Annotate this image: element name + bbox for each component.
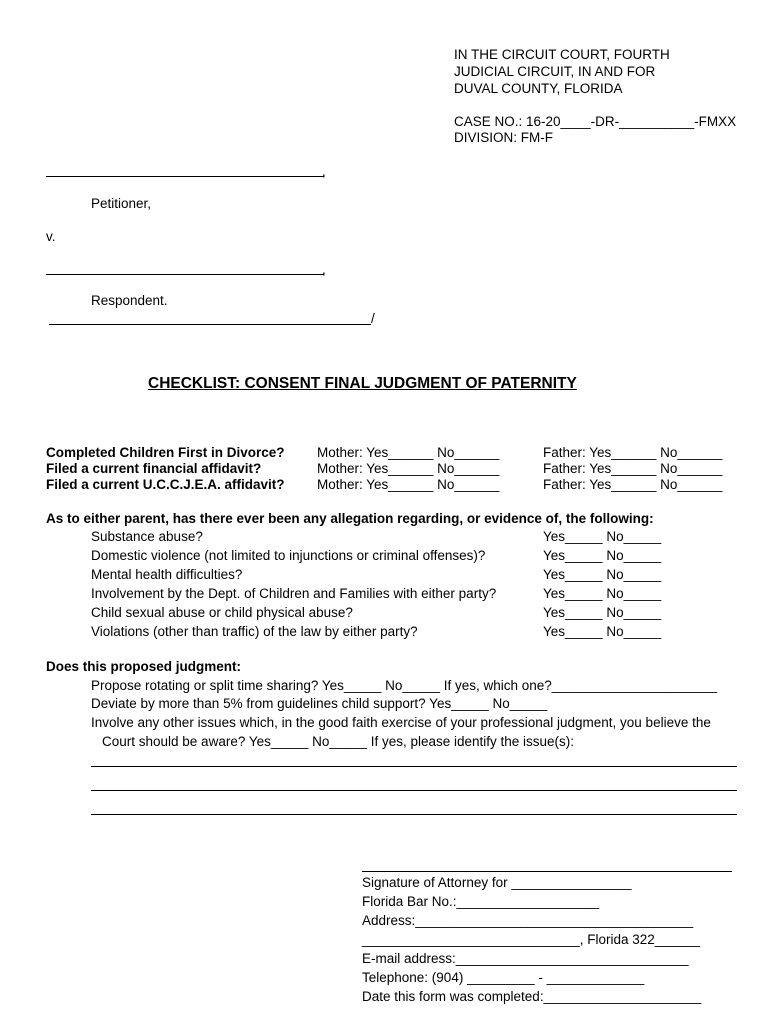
allegation-answer[interactable]: Yes_____ No_____ xyxy=(543,529,662,544)
allegation-item-label: Child sexual abuse or child physical abuse? xyxy=(91,605,353,620)
attorney-signature-label[interactable]: Signature of Attorney for ________________ xyxy=(362,875,632,890)
mother-answer[interactable]: Mother: Yes______ No______ xyxy=(317,477,500,492)
allegation-heading: As to either parent, has there ever been any allegation regarding, or evidence of, the following: xyxy=(46,511,654,526)
respondent-label: Respondent. xyxy=(91,293,168,308)
father-answer[interactable]: Father: Yes______ No______ xyxy=(543,445,723,460)
allegation-answer[interactable]: Yes_____ No_____ xyxy=(543,624,662,639)
parent-row-label: Completed Children First in Divorce? xyxy=(46,445,285,460)
address-field[interactable]: Address:_____________________________________ xyxy=(362,913,694,928)
child-support-question[interactable]: Deviate by more than 5% from guidelines child support? Yes_____ No_____ xyxy=(91,696,548,711)
court-line-1: IN THE CIRCUIT COURT, FOURTH xyxy=(454,47,670,62)
court-line-2: JUDICIAL CIRCUIT, IN AND FOR xyxy=(454,64,656,79)
issue-line[interactable] xyxy=(91,766,737,767)
signature-line[interactable] xyxy=(362,871,732,872)
time-sharing-question[interactable]: Propose rotating or split time sharing? Yes_____ No_____ If yes, which one?______________________ xyxy=(91,678,717,693)
respondent-name-line[interactable] xyxy=(46,274,324,275)
other-issues-question: Involve any other issues which, in the good faith exercise of your professional judgment, you believe the xyxy=(91,715,711,730)
allegation-item-label: Domestic violence (not limited to injunctions or criminal offenses)? xyxy=(91,548,486,563)
allegation-answer[interactable]: Yes_____ No_____ xyxy=(543,605,662,620)
issue-line[interactable] xyxy=(91,790,737,791)
allegation-item-label: Involvement by the Dept. of Children and Families with either party? xyxy=(91,586,497,601)
judgment-heading: Does this proposed judgment: xyxy=(46,659,242,674)
mother-answer[interactable]: Mother: Yes______ No______ xyxy=(317,461,500,476)
mother-answer[interactable]: Mother: Yes______ No______ xyxy=(317,445,500,460)
father-answer[interactable]: Father: Yes______ No______ xyxy=(543,477,723,492)
allegation-answer[interactable]: Yes_____ No_____ xyxy=(543,567,662,582)
parent-row-label: Filed a current financial affidavit? xyxy=(46,461,262,476)
respondent-comma: , xyxy=(322,262,326,277)
division: DIVISION: FM-F xyxy=(454,130,553,145)
petitioner-comma: , xyxy=(322,164,326,179)
father-answer[interactable]: Father: Yes______ No______ xyxy=(543,461,723,476)
caption-end-line xyxy=(49,324,371,325)
issue-line[interactable] xyxy=(91,814,737,815)
case-number: CASE NO.: 16-20____-DR-__________-FMXX xyxy=(454,114,737,129)
petitioner-name-line[interactable] xyxy=(46,176,324,177)
email-field[interactable]: E-mail address:_______________________________ xyxy=(362,951,689,966)
versus-label: v. xyxy=(46,229,56,244)
allegation-answer[interactable]: Yes_____ No_____ xyxy=(543,548,662,563)
caption-slash: / xyxy=(371,311,375,326)
page-title: CHECKLIST: CONSENT FINAL JUDGMENT OF PATERNITY xyxy=(148,375,577,392)
city-zip-field[interactable]: _____________________________, Florida 322______ xyxy=(362,932,700,947)
petitioner-label: Petitioner, xyxy=(91,196,152,211)
allegation-item-label: Substance abuse? xyxy=(91,529,203,544)
telephone-field[interactable]: Telephone: (904) _________ - _____________ xyxy=(362,970,645,985)
florida-bar-field[interactable]: Florida Bar No.:___________________ xyxy=(362,894,600,909)
allegation-item-label: Mental health difficulties? xyxy=(91,567,243,582)
allegation-item-label: Violations (other than traffic) of the law by either party? xyxy=(91,624,418,639)
other-issues-answer[interactable]: Court should be aware? Yes_____ No_____ If yes, please identify the issue(s): xyxy=(102,734,575,749)
allegation-answer[interactable]: Yes_____ No_____ xyxy=(543,586,662,601)
parent-row-label: Filed a current U.C.C.J.E.A. affidavit? xyxy=(46,477,285,492)
court-line-3: DUVAL COUNTY, FLORIDA xyxy=(454,81,623,96)
date-completed-field[interactable]: Date this form was completed:_____________________ xyxy=(362,989,702,1004)
